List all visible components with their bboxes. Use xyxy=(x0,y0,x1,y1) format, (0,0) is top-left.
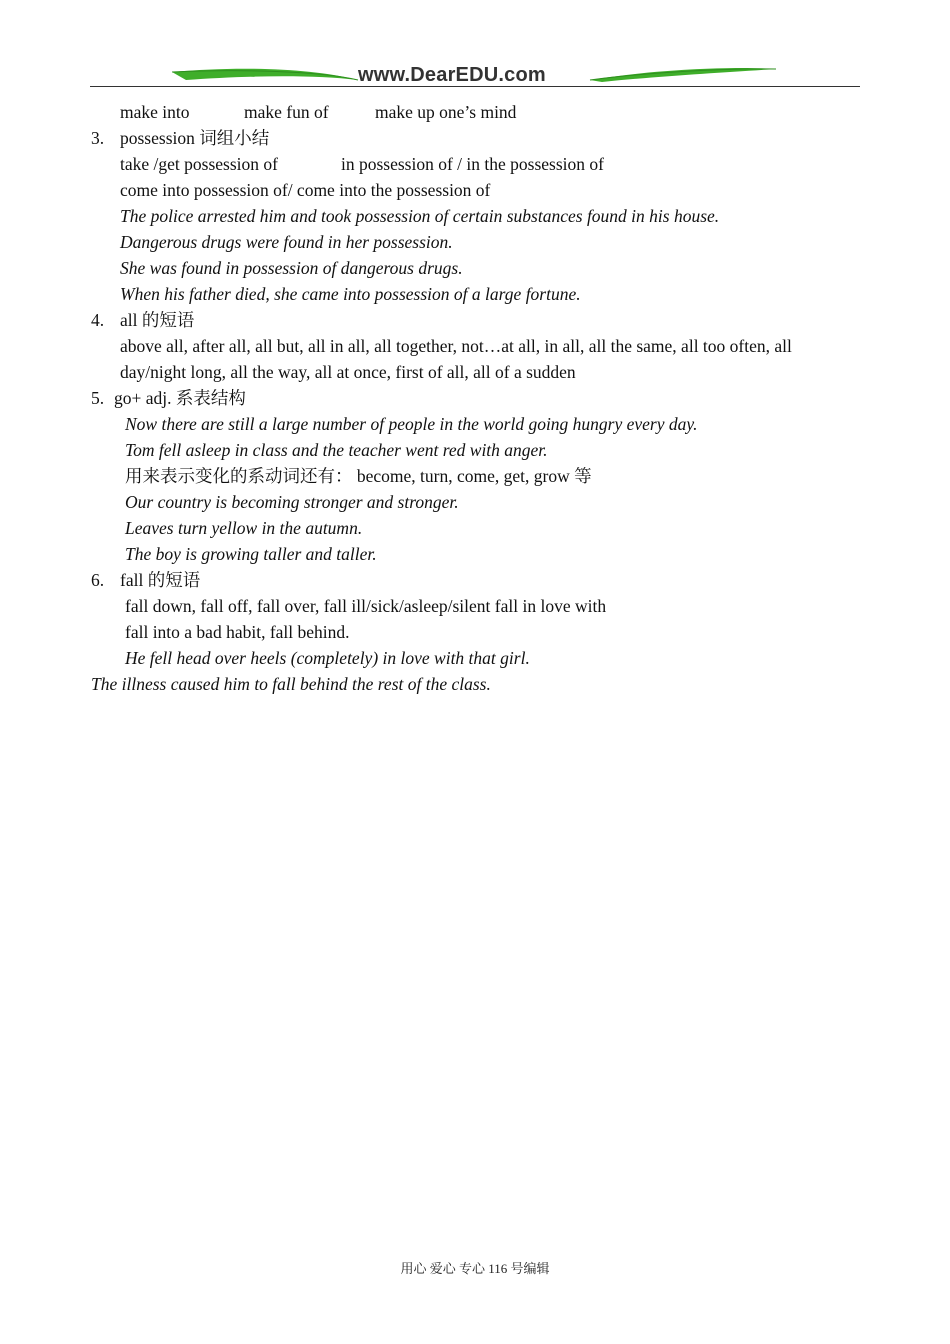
phrase-list-all-cont: day/night long, all the way, all at once, first of all, all of a sudden xyxy=(120,362,576,382)
phrase-list-all: above all, after all, all but, all in all, all together, not…at all, in all, all the same, all too often, all xyxy=(120,336,792,356)
page-header xyxy=(90,60,860,90)
linking-verbs-note: 用来表示变化的系动词还有： become, turn, come, get, grow 等 xyxy=(125,466,592,486)
phrase-list-fall: fall down, fall off, fall over, fall ill/sick/asleep/silent fall in love with xyxy=(125,596,607,616)
example-sentence: Dangerous drugs were found in her possession. xyxy=(120,232,453,252)
example-sentence: The boy is growing taller and taller. xyxy=(125,544,377,564)
phrase-make-into: make into xyxy=(120,102,190,122)
section-heading-all: all 的短语 xyxy=(120,310,195,330)
section-heading-possession: possession 词组小结 xyxy=(120,128,270,148)
example-sentence: Now there are still a large number of people in the world going hungry every day. xyxy=(125,414,698,434)
example-sentence: The illness caused him to fall behind the rest of the class. xyxy=(91,674,491,694)
section-heading-go-adj: go+ adj. 系表结构 xyxy=(114,388,246,408)
header-logo-text: www.DearEDU.com xyxy=(358,64,546,86)
example-sentence: Leaves turn yellow in the autumn. xyxy=(125,518,363,538)
section-heading-fall: fall 的短语 xyxy=(120,570,201,590)
phrase-in-possession: in possession of / in the possession of xyxy=(341,154,604,174)
phrase-list-fall-cont: fall into a bad habit, fall behind. xyxy=(125,622,350,642)
phrase-come-into-possession: come into possession of/ come into the possession of xyxy=(120,180,491,200)
example-sentence: He fell head over heels (completely) in love with that girl. xyxy=(125,648,530,668)
phrase-take-possession: take /get possession of xyxy=(120,154,278,174)
section-number-6: 6. xyxy=(91,570,105,590)
section-number-3: 3. xyxy=(91,128,105,148)
example-sentence: She was found in possession of dangerous drugs. xyxy=(120,258,463,278)
example-sentence: When his father died, she came into possession of a large fortune. xyxy=(120,284,581,304)
example-sentence: The police arrested him and took possession of certain substances found in his house. xyxy=(120,206,720,226)
header-rule xyxy=(90,86,860,87)
phrase-make-up-mind: make up one’s mind xyxy=(375,102,517,122)
example-sentence: Our country is becoming stronger and stronger. xyxy=(125,492,459,512)
phrase-make-fun-of: make fun of xyxy=(244,102,329,122)
section-number-5: 5. xyxy=(91,388,105,408)
section-number-4: 4. xyxy=(91,310,105,330)
example-sentence: Tom fell asleep in class and the teacher went red with anger. xyxy=(125,440,548,460)
page-footer: 用心 爱心 专心 116 号编辑 xyxy=(400,1261,550,1276)
